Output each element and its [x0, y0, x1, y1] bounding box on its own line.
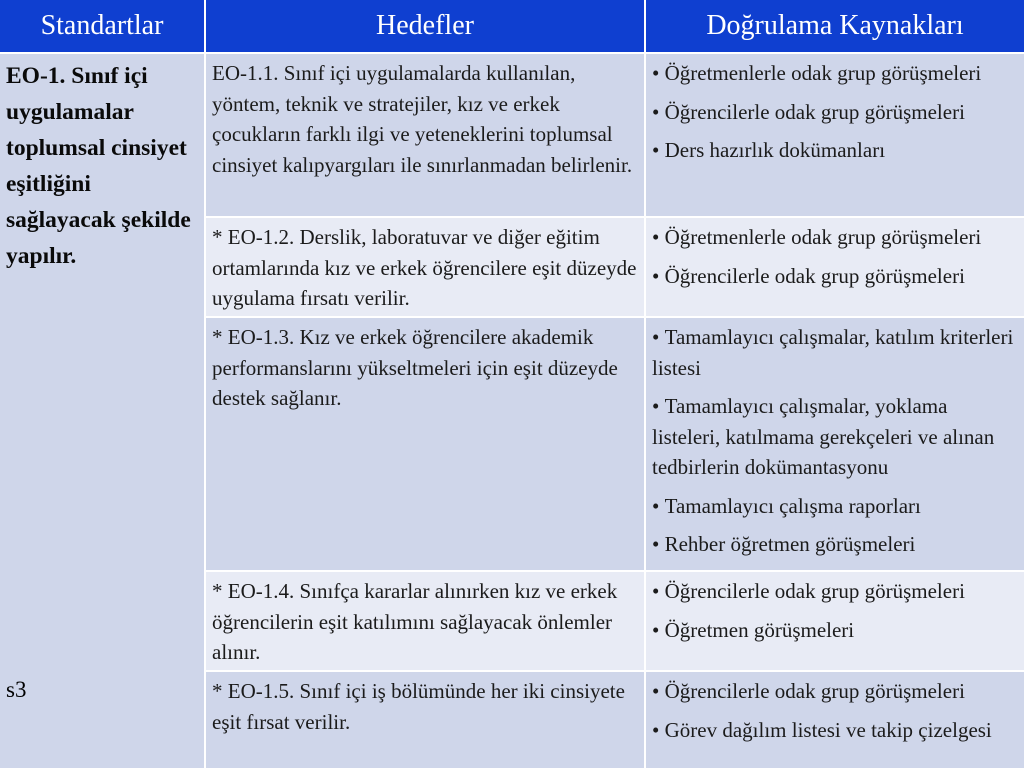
goal-cell: * EO-1.3. Kız ve erkek öğrencilere akademik performanslarını yükseltmeleri için eşit düzeyde destek sağlanır.	[212, 325, 618, 410]
sources-cell	[646, 318, 1024, 564]
source-item: • Öğrencilerle odak grup görüşmeleri	[652, 676, 1018, 707]
source-item: • Tamamlayıcı çalışmalar, yoklama listeleri, katılmama gerekçeleri ve alınan tedbirlerin dokümantasyonu	[652, 391, 1018, 483]
source-item: • Öğretmenlerle odak grup görüşmeleri	[652, 222, 1018, 253]
sources-cell	[646, 218, 1024, 295]
goal-cell: EO-1.1. Sınıf içi uygulamalarda kullanılan, yöntem, teknik ve stratejiler, kız ve erkek çocukların farklı ilgi ve yeteneklerini toplumsal cinsiyet kalıpyargıları ile sınırlanmadan belirlenir.	[212, 61, 633, 177]
standard-text: EO-1. Sınıf içi uygulamalar toplumsal cinsiyet eşitliğini sağlayacak şekilde yapılır.	[6, 63, 191, 269]
goal-cell: * EO-1.2. Derslik, laboratuvar ve diğer eğitim ortamlarında kız ve erkek öğrencilere eşit düzeyde uygulama fırsatı verilir.	[212, 225, 637, 310]
source-item: • Öğretmenlerle odak grup görüşmeleri	[652, 58, 1018, 89]
source-item: • Tamamlayıcı çalışmalar, katılım kriterleri listesi	[652, 322, 1018, 383]
header-sources: Doğrulama Kaynakları	[646, 0, 1024, 52]
goal-cell: * EO-1.5. Sınıf içi iş bölümünde her iki cinsiyete eşit fırsat verilir.	[212, 679, 625, 734]
sources-cell	[646, 572, 1024, 649]
source-item: • Görev dağılım listesi ve takip çizelgesi	[652, 715, 1018, 746]
source-item: • Öğretmen görüşmeleri	[652, 615, 1018, 646]
header-goals: Hedefler	[206, 0, 644, 52]
source-item: • Öğrencilerle odak grup görüşmeleri	[652, 576, 1018, 607]
source-item: • Ders hazırlık dokümanları	[652, 135, 1018, 166]
source-item: • Rehber öğretmen görüşmeleri	[652, 529, 1018, 560]
goal-cell: * EO-1.4. Sınıfça kararlar alınırken kız ve erkek öğrencilerin eşit katılımını sağlayacak önlemler alınır.	[212, 579, 618, 664]
sources-cell	[646, 54, 1024, 170]
sources-cell	[646, 672, 1024, 749]
source-item: • Öğrencilerle odak grup görüşmeleri	[652, 97, 1018, 128]
slide-number: s3	[6, 677, 27, 702]
source-item: • Öğrencilerle odak grup görüşmeleri	[652, 261, 1018, 292]
header-standards: Standartlar	[0, 0, 204, 52]
source-item: • Tamamlayıcı çalışma raporları	[652, 491, 1018, 522]
